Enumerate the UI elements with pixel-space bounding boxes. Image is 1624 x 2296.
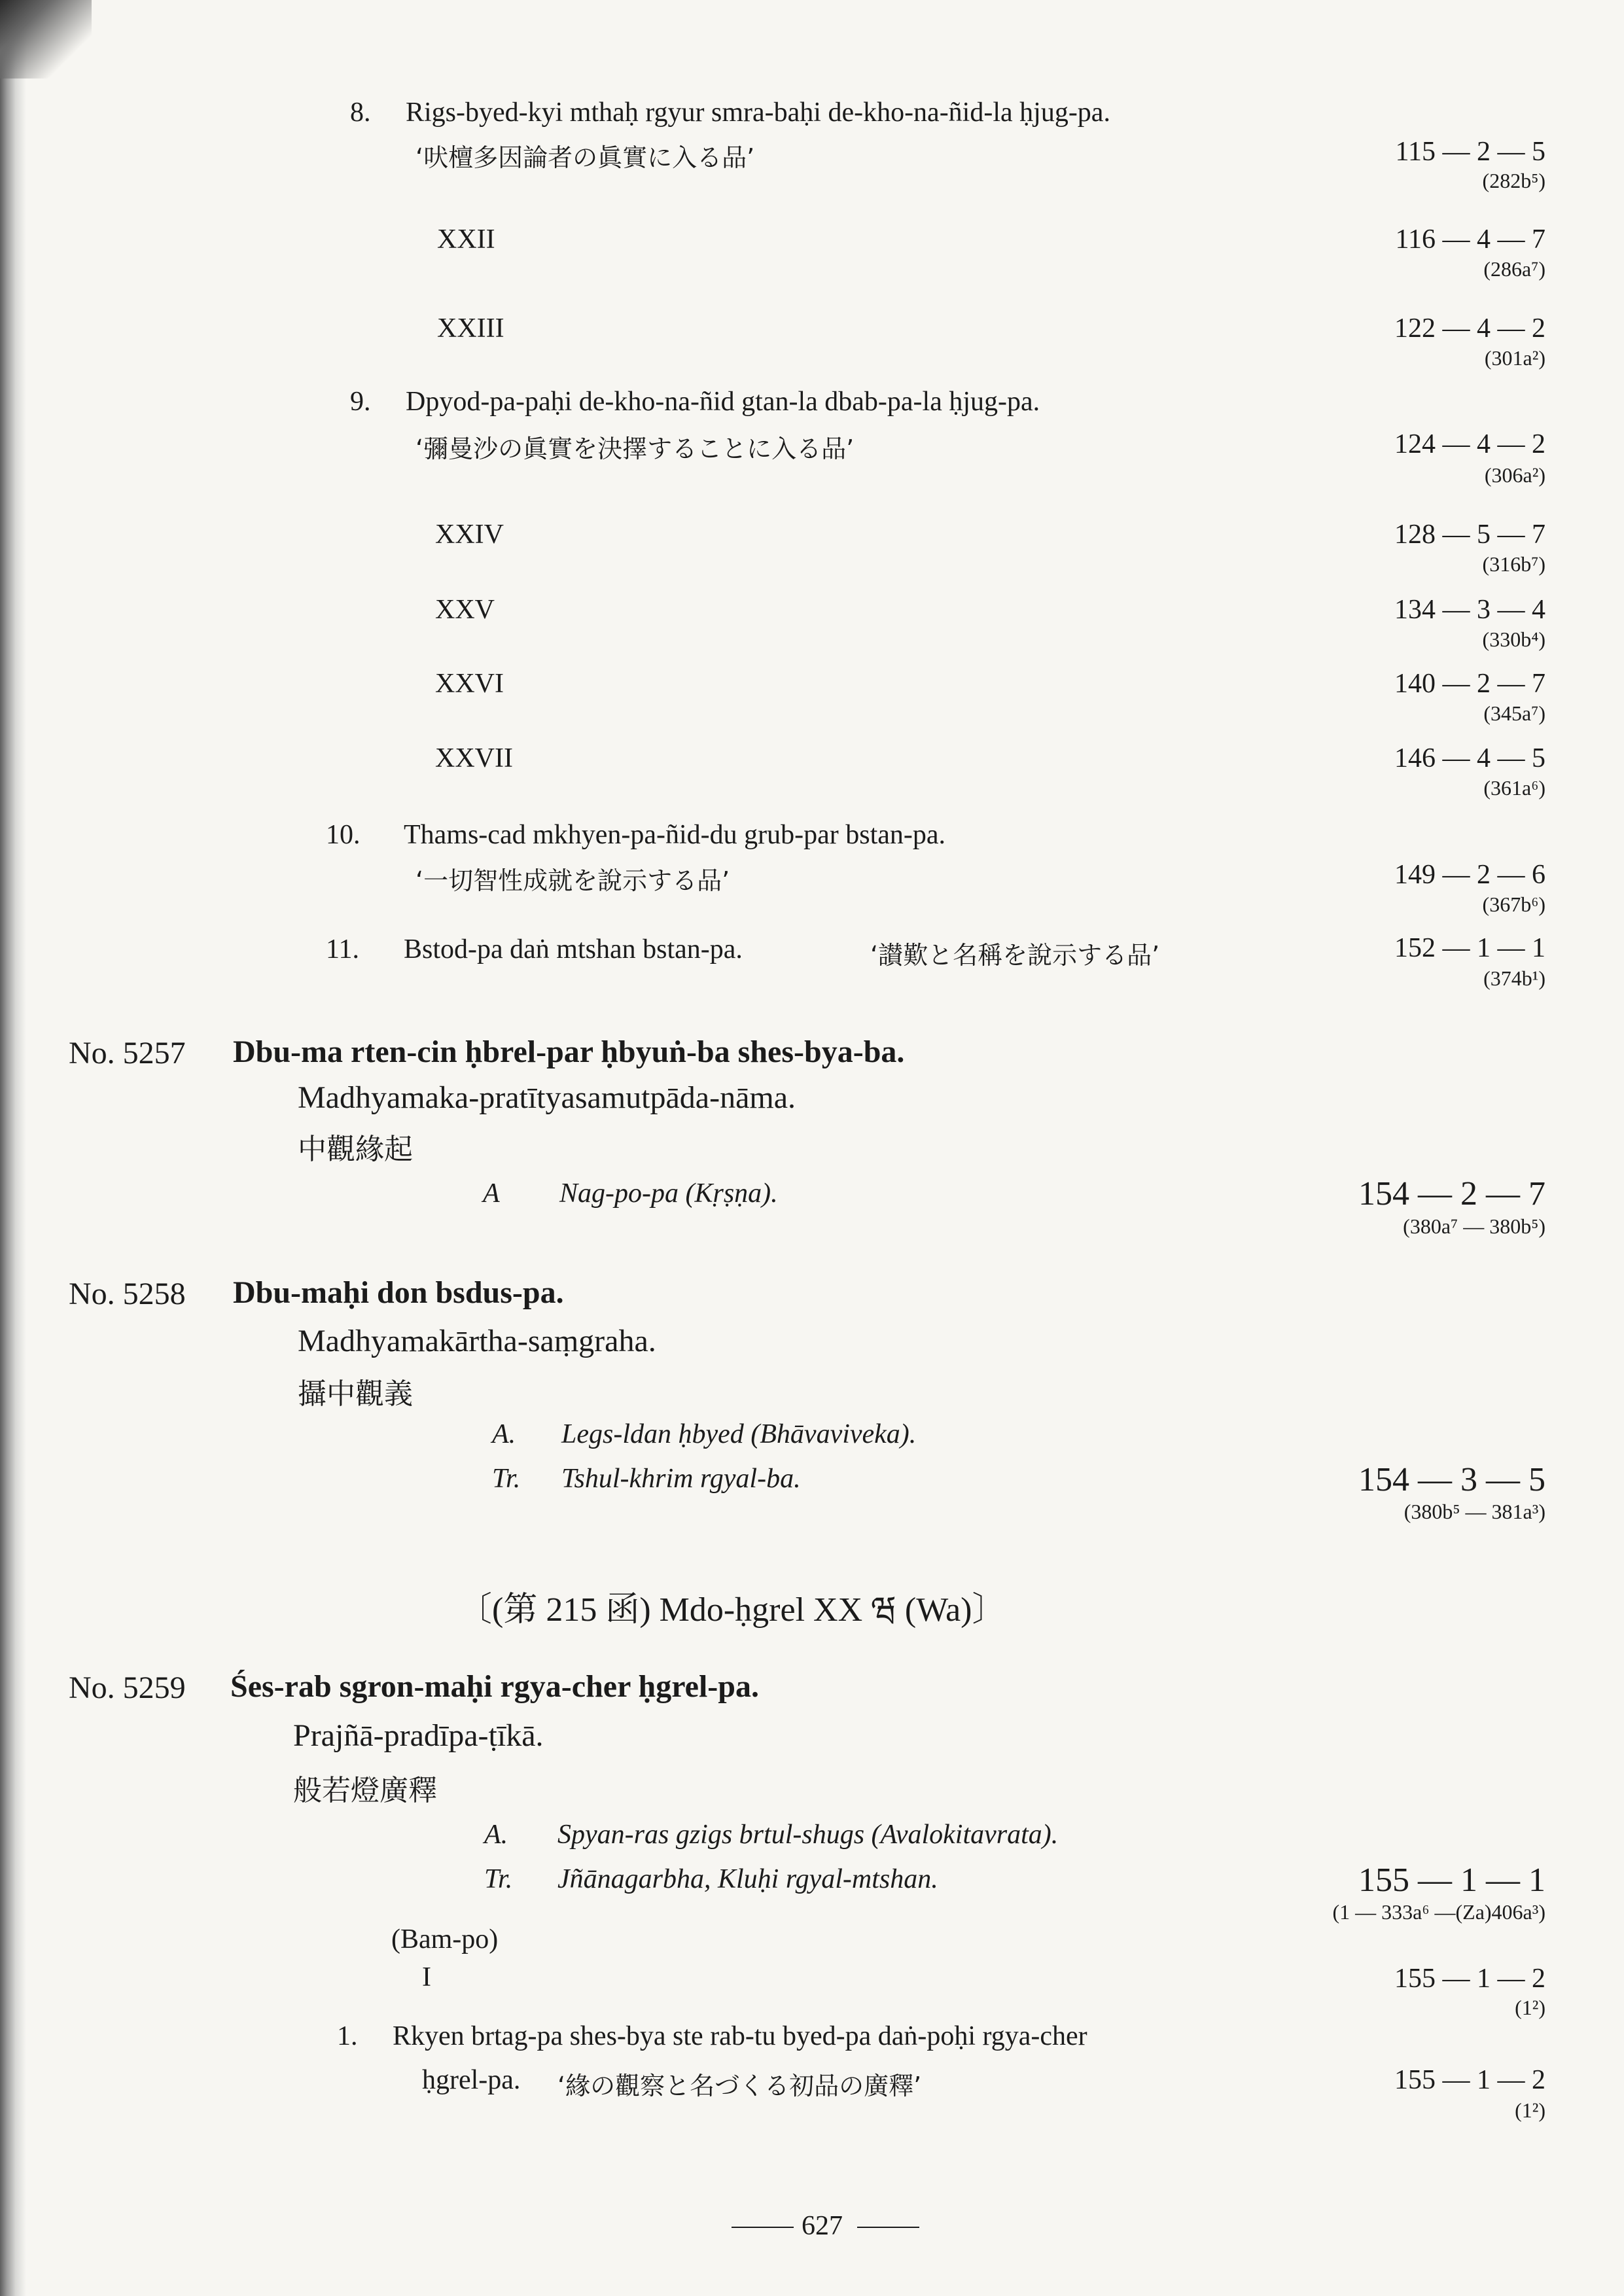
scan-edge: [0, 0, 26, 2296]
subsection-title: Thams-cad mkhyen-pa-ñid-du grub-par bstan-pa.: [404, 820, 946, 850]
folio: (1²): [1515, 1996, 1545, 2019]
folio: (1 — 333a⁶ —(Za)406a³): [1332, 1900, 1545, 1924]
bampo-label: (Bam-po): [391, 1924, 499, 1954]
bampo-number: I: [422, 1962, 431, 1992]
reference: 149 — 2 — 6: [1394, 860, 1545, 890]
folio: (380b⁵ — 381a³): [1403, 1500, 1545, 1523]
translator: Jñānagarbha, Kluḥi rgyal-mtshan.: [557, 1864, 938, 1894]
subsection-number: 8.: [350, 97, 371, 128]
subsection-title: Dpyod-pa-paḥi de-kho-na-ñid gtan-la dbab-pa-la ḥjug-pa.: [406, 387, 1040, 417]
translator-role: Tr.: [492, 1464, 521, 1494]
reference: 115 — 2 — 5: [1395, 137, 1545, 167]
reference: 116 — 4 — 7: [1395, 224, 1545, 255]
reference: 122 — 4 — 2: [1394, 313, 1545, 344]
folio: (1²): [1515, 2098, 1545, 2122]
author: Nag-po-pa (Kṛṣṇa).: [559, 1178, 778, 1209]
item-title: Rkyen brtag-pa shes-bya ste rab-tu byed-pa daṅ-poḥi rgya-cher: [393, 2021, 1087, 2051]
chapter-number: XXII: [437, 224, 495, 255]
reference: 146 — 4 — 5: [1394, 743, 1545, 773]
folio: (330b⁴): [1482, 627, 1545, 651]
folio: (316b⁷): [1482, 552, 1545, 576]
folio: (345a⁷): [1483, 701, 1545, 725]
reference: 154 — 3 — 5: [1358, 1461, 1545, 1498]
chinese-title: 般若燈廣釋: [293, 1774, 437, 1807]
folio: (306a²): [1484, 463, 1545, 487]
folio: (301a²): [1484, 346, 1545, 370]
folio: (286a⁷): [1483, 257, 1545, 281]
entry-number: No. 5258: [69, 1277, 186, 1311]
folio: (380a⁷ — 380b⁵): [1403, 1214, 1545, 1238]
chapter-number: XXIV: [435, 520, 504, 550]
subsection-number: 10.: [326, 820, 361, 850]
subsection-japanese: ‘彌曼沙の眞實を決擇することに入る品’: [415, 434, 855, 463]
subsection-japanese: ‘一切智性成就を說示する品’: [415, 866, 730, 895]
reference: 154 — 2 — 7: [1358, 1175, 1545, 1212]
sanskrit-title: Prajñā-pradīpa-ṭīkā.: [293, 1718, 544, 1753]
sanskrit-title: Madhyamakārtha-saṃgraha.: [298, 1324, 656, 1358]
volume-header: 〔(第 215 函) Mdo-ḥgrel XX ཝ (Wa)〕: [458, 1591, 1006, 1629]
item-number: 1.: [337, 2021, 358, 2051]
subsection-japanese: ‘讃歎と名稱を說示する品’: [870, 941, 1160, 970]
chapter-number: XXVII: [435, 743, 513, 773]
author-role: A.: [484, 1820, 508, 1850]
reference: 140 — 2 — 7: [1394, 669, 1545, 699]
entry-number: No. 5259: [69, 1670, 186, 1705]
entry-number: No. 5257: [69, 1036, 186, 1070]
page-number: 627: [802, 2211, 843, 2241]
author-role: A: [483, 1178, 500, 1209]
chapter-number: XXVI: [435, 669, 504, 699]
entry-title: Dbu-ma rten-cin ḥbrel-par ḥbyuṅ-ba shes-bya-ba.: [233, 1034, 905, 1069]
subsection-title: Bstod-pa daṅ mtshan bstan-pa.: [404, 934, 743, 964]
reference: 128 — 5 — 7: [1394, 520, 1545, 550]
entry-title: Dbu-maḥi don bsdus-pa.: [233, 1275, 564, 1310]
reference: 124 — 4 — 2: [1394, 429, 1545, 459]
folio: (367b⁶): [1482, 892, 1545, 916]
item-title-continued: ḥgrel-pa.: [422, 2065, 521, 2095]
author: Legs-ldan ḥbyed (Bhāvaviveka).: [561, 1419, 917, 1449]
reference: 152 — 1 — 1: [1394, 933, 1545, 963]
chinese-title: 中觀緣起: [298, 1133, 413, 1166]
reference: 134 — 3 — 4: [1394, 595, 1545, 625]
page-number-rule-left: [732, 2227, 794, 2228]
sanskrit-title: Madhyamaka-pratītyasamutpāda-nāma.: [298, 1080, 796, 1115]
translator: Tshul-khrim rgyal-ba.: [561, 1464, 801, 1494]
chapter-number: XXIII: [437, 313, 504, 344]
author: Spyan-ras gzigs brtul-shugs (Avalokitavrata).: [557, 1820, 1059, 1850]
folio: (374b¹): [1483, 966, 1545, 990]
scan-corner: [0, 0, 92, 79]
chinese-title: 攝中觀義: [298, 1377, 413, 1411]
chapter-number: XXV: [435, 595, 495, 625]
reference: 155 — 1 — 2: [1394, 2065, 1545, 2095]
entry-title: Śes-rab sgron-maḥi rgya-cher ḥgrel-pa.: [230, 1669, 759, 1704]
page-number-rule-right: [857, 2227, 919, 2228]
folio: (361a⁶): [1483, 776, 1545, 800]
reference: 155 — 1 — 2: [1394, 1964, 1545, 1994]
item-japanese: ‘緣の觀察と名づくる初品の廣釋’: [557, 2072, 922, 2100]
subsection-number: 11.: [326, 934, 359, 964]
translator-role: Tr.: [484, 1864, 513, 1894]
reference: 155 — 1 — 1: [1358, 1862, 1545, 1899]
subsection-japanese: ‘吠檀多因論者の眞實に入る品’: [415, 143, 755, 172]
author-role: A.: [492, 1419, 516, 1449]
subsection-title: Rigs-byed-kyi mthaḥ rgyur smra-baḥi de-kho-na-ñid-la ḥjug-pa.: [406, 97, 1110, 128]
subsection-number: 9.: [350, 387, 371, 417]
folio: (282b⁵): [1482, 169, 1545, 192]
